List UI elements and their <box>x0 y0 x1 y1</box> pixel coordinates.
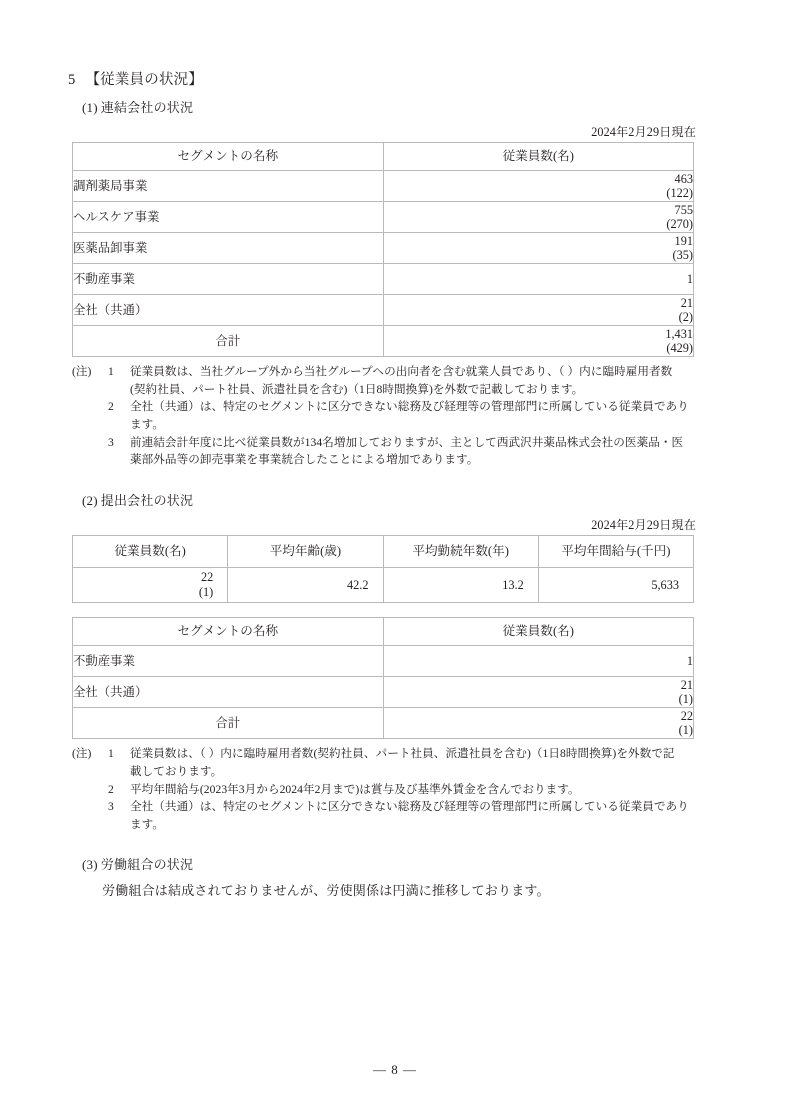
subsection-3-title: 労働組合の状況 <box>100 857 194 873</box>
note-line: ます。 <box>130 817 165 831</box>
segment-name: 不動産事業 <box>73 646 384 677</box>
company-summary-table <box>72 535 694 603</box>
temporary-count-value: (1) <box>198 585 214 600</box>
average-service-years-value: 13.2 <box>502 578 524 593</box>
column-header-segment: セグメントの名称 <box>73 143 384 171</box>
table-header-row <box>73 536 694 568</box>
note-text <box>130 745 698 780</box>
average-annual-salary-value: 5,633 <box>651 578 679 593</box>
subsection-3-heading <box>82 855 698 875</box>
employee-count-value-cell <box>73 568 228 603</box>
total-label: 合計 <box>73 326 384 357</box>
total-count-value: 22 <box>680 708 693 723</box>
note-item <box>68 745 698 780</box>
employee-count-value: 755 <box>674 202 693 217</box>
employee-count-value: 21 <box>680 677 693 692</box>
table-row <box>73 568 694 603</box>
table-row <box>73 295 694 326</box>
employee-count <box>383 202 694 233</box>
table-row <box>73 171 694 202</box>
note-text <box>130 398 698 433</box>
note-item <box>68 781 698 799</box>
subsection-2-label: (2) <box>82 492 98 508</box>
segment-name: 調剤薬局事業 <box>73 171 384 202</box>
temporary-count-value: (1) <box>678 692 693 707</box>
table-row <box>73 646 694 677</box>
note-index: 1 <box>108 747 114 761</box>
note-line: 平均年間給与(2023年3月から2024年2月まで)は賞与及び基準外賃金を含んでおります。 <box>130 782 580 796</box>
employee-count <box>383 233 694 264</box>
employee-count-value: 191 <box>674 233 693 248</box>
column-header-average-service-years: 平均勤続年数(年) <box>383 536 538 568</box>
total-temporary-value: (429) <box>666 341 693 356</box>
table-header-row <box>73 143 694 171</box>
subsection-1-heading <box>82 98 698 118</box>
note-text <box>130 781 698 799</box>
section-number: 5 <box>68 72 76 88</box>
section-heading <box>68 70 698 92</box>
segment-name: 全社（共通） <box>73 677 384 708</box>
note-line: 前連結会計年度に比べ従業員数が134名増加しておりますが、主として西武沢井薬品株式会社の医薬品・医 <box>130 435 684 449</box>
average-service-years-value-cell <box>383 568 538 603</box>
employee-count-value: 1 <box>686 272 693 287</box>
segment-name: 不動産事業 <box>73 264 384 295</box>
table-total-row <box>73 326 694 357</box>
total-employee-count <box>383 326 694 357</box>
column-header-segment: セグメントの名称 <box>73 618 384 646</box>
table-row <box>73 233 694 264</box>
consolidated-as-of-date: 2024年2月29日現在 <box>591 125 696 140</box>
page-number: — 8 — <box>373 1062 417 1077</box>
segment-name: 全社（共通） <box>73 295 384 326</box>
note-index: 1 <box>108 365 114 379</box>
employee-count-value: 1 <box>686 654 693 669</box>
column-header-average-annual-salary: 平均年間給与(千円) <box>538 536 693 568</box>
company-segment-table <box>72 617 694 739</box>
subsection-3-label: (3) <box>82 857 98 873</box>
employee-count <box>383 264 694 295</box>
note-line: 薬部外品等の卸売事業を事業統合したことによる増加であります。 <box>130 453 479 467</box>
employee-count-value: 463 <box>674 171 693 186</box>
column-header-employee-count: 従業員数(名) <box>73 536 228 568</box>
employee-count <box>383 646 694 677</box>
temporary-count-value: (35) <box>672 248 693 263</box>
table-header-row <box>73 618 694 646</box>
subsection-2-heading <box>82 491 698 511</box>
total-employee-count <box>383 708 694 739</box>
note-line: 全社（共通）は、特定のセグメントに区分できない総務及び経理等の管理部門に所属している従業員であり <box>130 800 689 814</box>
employee-count <box>383 171 694 202</box>
total-count-value: 1,431 <box>665 326 693 341</box>
employee-count-value: 21 <box>680 295 693 310</box>
employee-count <box>383 677 694 708</box>
labor-union-body-text: 労働組合は結成されておりませんが、労使関係は円満に推移しております。 <box>102 882 550 898</box>
table-row <box>73 677 694 708</box>
subsection-1-label: (1) <box>82 99 98 115</box>
subsection-1-title: 連結会社の状況 <box>100 99 194 115</box>
note-item <box>68 434 698 469</box>
company-notes <box>68 745 698 833</box>
segment-name: 医薬品卸事業 <box>73 233 384 264</box>
temporary-count-value: (2) <box>678 310 693 325</box>
employee-count <box>383 295 694 326</box>
note-item <box>68 363 698 398</box>
temporary-count-value: (122) <box>666 186 693 201</box>
note-index: 2 <box>108 782 114 796</box>
note-text <box>130 434 698 469</box>
table-row <box>73 202 694 233</box>
note-line: (契約社員、パート社員、派遣社員を含む)（1日8時間換算)を外数で記載しております。 <box>130 382 584 396</box>
note-item <box>68 398 698 433</box>
note-text <box>130 363 698 398</box>
table-row <box>73 264 694 295</box>
average-annual-salary-value-cell <box>538 568 693 603</box>
column-header-employee-count: 従業員数(名) <box>383 143 694 171</box>
page-content <box>68 70 698 902</box>
note-item <box>68 798 698 833</box>
subsection-2-title: 提出会社の状況 <box>100 492 194 508</box>
consolidated-employee-table <box>72 142 694 357</box>
section-title: 【従業員の状況】 <box>85 72 204 88</box>
note-index: 3 <box>108 435 114 449</box>
company-as-of-date: 2024年2月29日現在 <box>591 518 696 533</box>
note-line: 従業員数は、当社グループ外から当社グループへの出向者を含む就業人員であり、（ ）内に臨時雇用者数 <box>130 365 673 379</box>
column-header-average-age: 平均年齢(歳) <box>228 536 383 568</box>
notes-label: (注) <box>72 365 92 379</box>
consolidated-notes <box>68 363 698 469</box>
note-index: 3 <box>108 800 114 814</box>
average-age-value: 42.2 <box>346 578 369 593</box>
employee-count-value: 22 <box>200 570 214 585</box>
total-label: 合計 <box>73 708 384 739</box>
segment-name: ヘルスケア事業 <box>73 202 384 233</box>
column-header-employee-count: 従業員数(名) <box>383 618 694 646</box>
average-age-value-cell <box>228 568 383 603</box>
table-total-row <box>73 708 694 739</box>
notes-label: (注) <box>72 747 92 761</box>
note-index: 2 <box>108 400 114 414</box>
note-text <box>130 798 698 833</box>
temporary-count-value: (270) <box>666 217 693 232</box>
note-line: 従業員数は、（ ）内に臨時雇用者数(契約社員、パート社員、派遣社員を含む)（1日8時間換算)を外数で記 <box>130 747 675 761</box>
note-line: 載しております。 <box>130 765 223 779</box>
note-line: 全社（共通）は、特定のセグメントに区分できない総務及び経理等の管理部門に所属している従業員であり <box>130 400 689 414</box>
total-temporary-value: (1) <box>678 723 693 738</box>
note-line: ます。 <box>130 418 165 432</box>
